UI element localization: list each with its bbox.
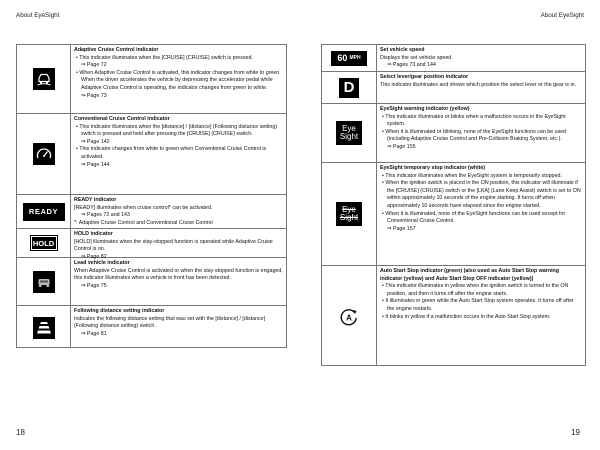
- page-reference: ⇒ Page 73: [81, 92, 107, 99]
- page-reference: ⇒ Pages 73 and 144: [387, 62, 436, 69]
- icon-cell: [322, 266, 376, 367]
- row-line: • This indicator illuminates when the [distance] / [distance] (Following distance setting) switch is pressed and held after pressing the [CRUISE] (CRUISE) switch.: [76, 123, 278, 138]
- row-line: • This indicator changes from white to green when Conventional Cruise Control is activated.: [76, 146, 267, 160]
- table-row-ready: [17, 195, 286, 229]
- conventional-cruise-icon: [33, 143, 55, 165]
- row-line: • This indicator illuminates in yellow when the ignition switch is turned to the ON position, and then it turns off after the engine starts.: [382, 283, 569, 297]
- row-title: HOLD indicator: [74, 231, 113, 237]
- row-text: [74, 308, 283, 338]
- running-header-left: About EyeSight: [16, 12, 60, 19]
- footnote: *: Adaptive Cruise Control and Conventional Cruise Control: [74, 219, 213, 226]
- icon-label: Sight: [339, 132, 359, 141]
- row-title: Auto Start Stop indicator (green) (also used as Auto Start Stop warning indicator (yellow) and Auto Start Stop OFF indicator (yellow)): [380, 268, 560, 282]
- table-row-gear-position: [322, 72, 585, 104]
- row-title: Lead vehicle indicator: [74, 260, 130, 266]
- page-number-left: 18: [16, 428, 25, 437]
- page-reference: ⇒ Page 157: [387, 225, 416, 232]
- page-reference: ⇒ Page 75: [81, 282, 107, 289]
- row-line: • When Adaptive Cruise Control is activated, this indicator changes from white to green. When the driver accelerates the vehicle by depressing the accelerator pedal while Adaptive Cruise Control is operating, the indicator changes from green to white.: [76, 69, 281, 91]
- eyesight-warning-icon: [336, 121, 362, 145]
- page-reference: ⇒ Page 155: [387, 143, 416, 150]
- icon-cell: [17, 114, 70, 194]
- icon-label: Eye: [342, 204, 356, 214]
- icon-cell: [17, 258, 70, 305]
- row-line: [READY] illuminates when cruise control* can be activated.: [74, 204, 213, 211]
- table-row-auto-start-stop: [322, 266, 585, 367]
- row-title: EyeSight temporary stop indicator (white): [380, 165, 486, 171]
- row-line: Indicates the following distance setting that was set with the [distance] / [distance] (Following distance setting) switch.: [74, 315, 266, 330]
- table-row-conventional-cruise: [17, 114, 286, 195]
- row-line: Displays the set vehicle speed.: [380, 54, 453, 61]
- row-text: [74, 231, 283, 261]
- icon-cell: [322, 45, 376, 71]
- row-line: • This indicator illuminates when the EyeSight system is temporarily stopped.: [382, 172, 562, 179]
- row-line: • This indicator illuminates when the [CRUISE] (CRUISE) switch is pressed.: [76, 54, 253, 61]
- row-title: Set vehicle speed: [380, 47, 425, 53]
- row-title: EyeSight warning indicator (yellow): [380, 106, 470, 112]
- auto-start-stop-icon: [338, 306, 360, 328]
- table-row-lead-vehicle: [17, 258, 286, 306]
- table-row-eyesight-warning: [322, 104, 585, 163]
- indicator-table-right: [321, 44, 586, 366]
- row-line: [HOLD] illuminates when the stay-stopped function is operated while Adaptive Cruise Control is on.: [74, 238, 273, 253]
- icon-cell: [17, 229, 70, 257]
- row-text: [74, 47, 283, 100]
- set-speed-unit: MPH: [349, 55, 361, 61]
- set-speed-icon: [331, 51, 367, 66]
- page-reference: ⇒ Page 82: [81, 253, 107, 260]
- ready-icon: READY: [23, 203, 65, 221]
- row-title: Following distance setting indicator: [74, 308, 165, 314]
- icon-cell: [17, 195, 70, 228]
- indicator-table-left: [16, 44, 287, 348]
- icon-label: Eye: [342, 123, 356, 133]
- running-header-right: About EyeSight: [540, 12, 584, 19]
- row-text: [380, 74, 582, 89]
- row-text: [380, 47, 582, 70]
- row-title: READY indicator: [74, 197, 117, 203]
- row-line: • It blinks in yellow if a malfunction occurs in the Auto Start Stop system.: [382, 313, 551, 320]
- page-reference: ⇒ Page 72: [81, 62, 107, 69]
- row-line: When Adaptive Cruise Control is activated or when the stay-stopped function is engaged, this indicator illuminates when a vehicle in front has been detected.: [74, 267, 283, 282]
- row-title: Conventional Cruise Control indicator: [74, 116, 170, 122]
- table-row-following-distance: [17, 306, 286, 349]
- following-distance-icon: [33, 317, 55, 339]
- row-text: [74, 116, 283, 169]
- row-line: • This indicator illuminates or blinks when a malfunction occurs in the EyeSight system.: [382, 113, 566, 128]
- icon-cell: [322, 72, 376, 103]
- table-row-acc: [17, 45, 286, 114]
- icon-cell: [322, 163, 376, 265]
- row-text: [74, 197, 283, 227]
- row-line: This indicator illuminates and shows which position the select lever or the gear is in.: [380, 81, 577, 88]
- row-text: [74, 260, 283, 290]
- table-row-set-speed: [322, 45, 585, 72]
- row-text: [380, 165, 582, 233]
- set-speed-value: 60: [337, 53, 348, 63]
- table-row-eyesight-temporary-stop: [322, 163, 585, 266]
- row-line: • It illuminates in green while the Auto Start Stop system operates. It turns off after the engine restarts.: [382, 298, 574, 312]
- page-reference: ⇒ Page 144: [81, 161, 110, 168]
- icon-cell: [17, 45, 70, 113]
- row-text: [380, 268, 582, 321]
- gear-position-icon: D: [339, 78, 359, 98]
- eyesight-temporary-stop-icon: [336, 202, 362, 226]
- row-line: • When it is illuminated, none of the EyeSight functions can be used except for Conventional Cruise Control.: [382, 210, 566, 225]
- page-reference: ⇒ Page 81: [81, 330, 107, 337]
- icon-cell: [17, 306, 70, 349]
- icon-label: Sight: [339, 213, 359, 222]
- table-row-hold: [17, 229, 286, 258]
- row-text: [380, 106, 582, 152]
- page-reference: ⇒ Pages 72 and 143: [81, 212, 130, 219]
- page-reference: ⇒ Page 142: [81, 138, 110, 145]
- row-line: • When the ignition switch is placed in the ON position, this indicator will illuminate if the [CRUISE] (CRUISE) switch or the [LKA] (Lane Keep Assist) switch is set to ON within approximately 10 seconds of the engine starting. It turns off when approximately 10 seconds have elapsed since the engine started.: [382, 180, 581, 209]
- hold-icon: HOLD: [31, 236, 57, 250]
- row-title: Select lever/gear position indicator: [380, 74, 469, 80]
- row-line: • When it is illuminated or blinking, none of the EyeSight functions can be used (including Adaptive Cruise Control and Pre-Collision Braking System, etc.).: [382, 128, 567, 143]
- page-number-right: 19: [571, 428, 580, 437]
- adaptive-cruise-control-icon: [33, 68, 55, 90]
- row-title: Adaptive Cruise Control indicator: [74, 47, 159, 53]
- icon-cell: [322, 104, 376, 162]
- lead-vehicle-icon: [33, 271, 55, 293]
- svg-text:A: A: [346, 312, 352, 322]
